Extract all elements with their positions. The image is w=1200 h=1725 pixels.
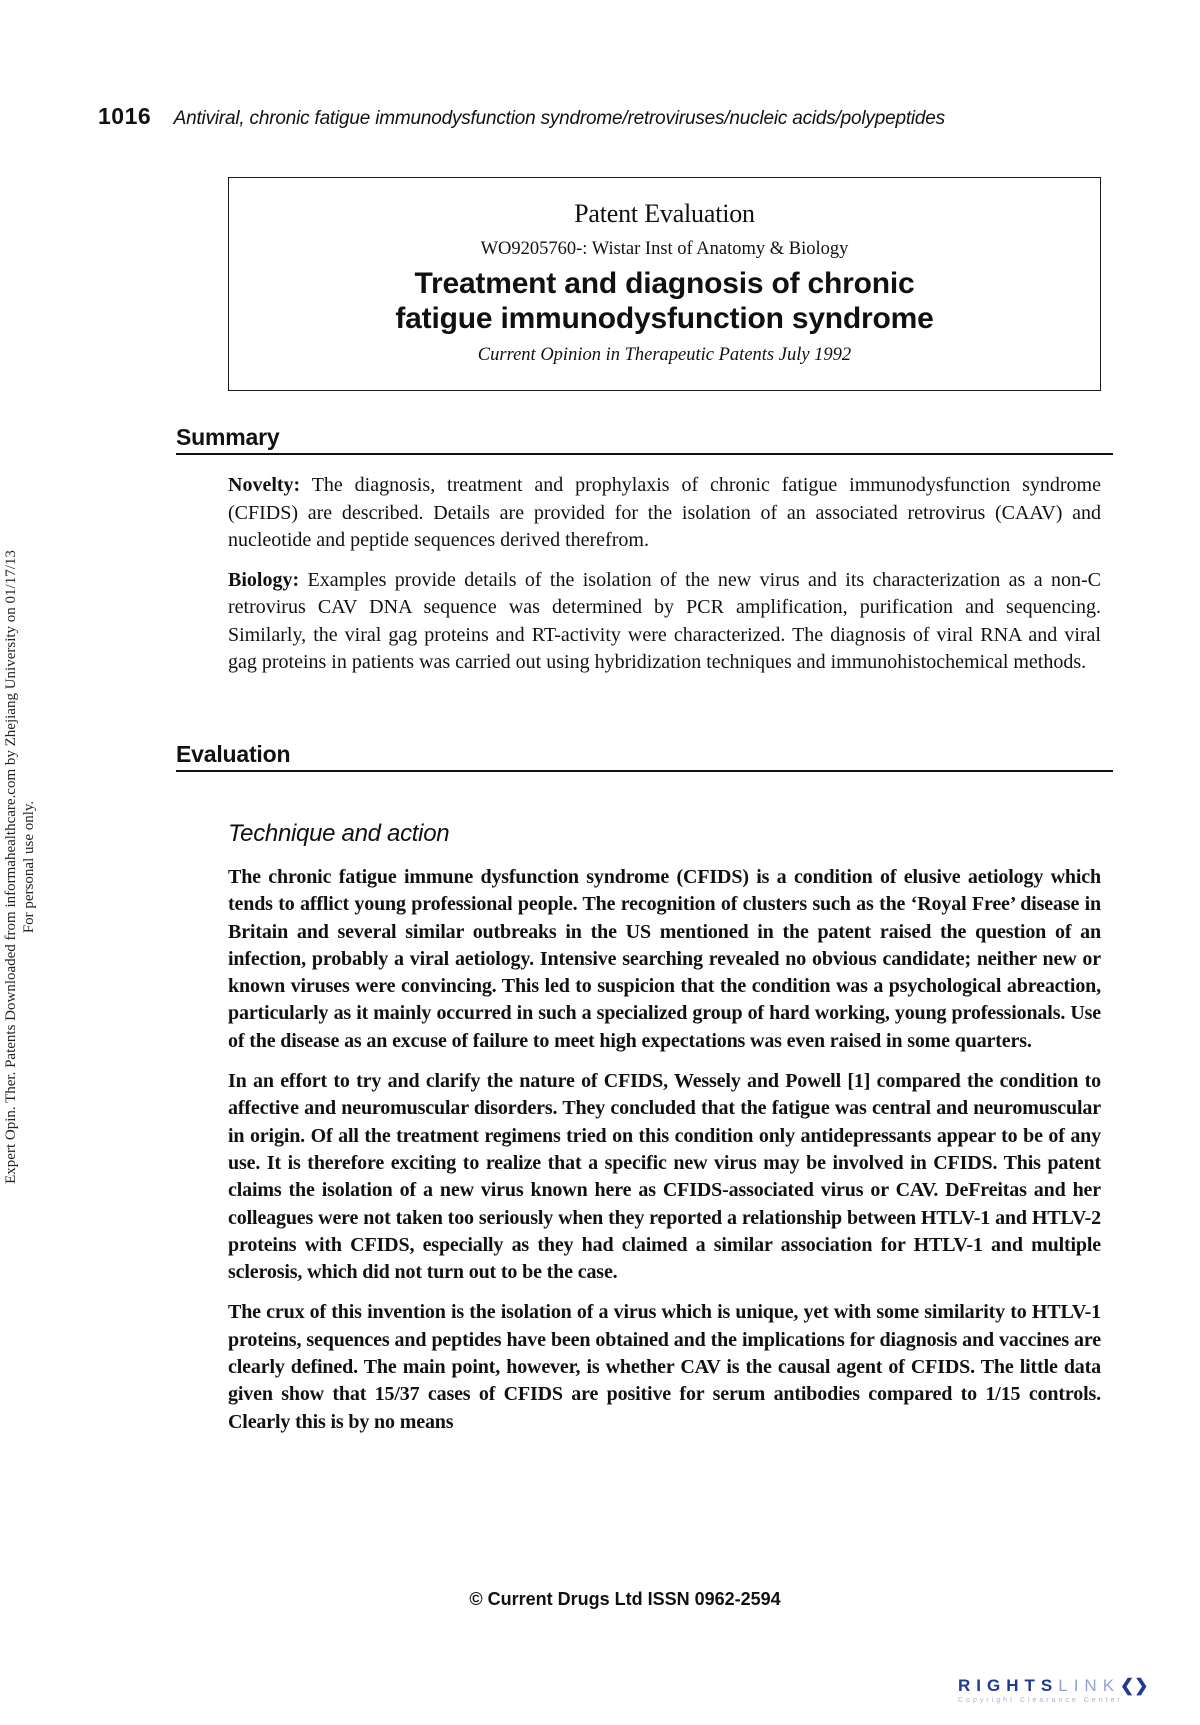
summary-body (228, 472, 1101, 689)
journal-citation: Current Opinion in Therapeutic Patents July 1992 (477, 345, 852, 365)
novelty-text: The diagnosis, treatment and prophylaxis of chronic fatigue immunodysfunction syndrome (CFIDS) are described. Details are provided for the isolation of an associated retrovirus (CAAV) and nucleotide and peptide sequences derived therefrom. (228, 474, 1101, 551)
rightslink-logo[interactable] (958, 1676, 1183, 1704)
evaluation-paragraph-3: The crux of this invention is the isolation of a virus which is unique, yet with some similarity to HTLV-1 proteins, sequences and peptides have been obtained and the implications for diagnosis and vaccines are clearly defined. The main point, however, is whether CAV is the causal agent of CFIDS. The little data given show that 15/37 cases of CFIDS are positive for serum antibodies compared to 1/15 controls. Clearly this is by no means (228, 1301, 1101, 1433)
evaluation-heading: Evaluation (176, 741, 1113, 772)
evaluation-paragraph-2: In an effort to try and clarify the nature of CFIDS, Wessely and Powell [1] compared the condition to affective and neuromuscular disorders. They concluded that the fatigue was central and neuromuscular in origin. Of all the treatment regimens tried on this condition only antidepressants appear to be of any use. It is therefore exciting to realize that a specific new virus may be involved in CFIDS. This patent claims the isolation of a new virus known here as CFIDS-associated virus or CAV. DeFreitas and her colleagues were not taken too seriously when they reported a relationship between HTLV-1 and HTLV-2 proteins with CFIDS, especially as they had claimed a similar association for HTLV-1 and multiple sclerosis, which did not turn out to be the case. (228, 1070, 1101, 1284)
download-notice (2, 502, 38, 1232)
article-type: Patent Evaluation (574, 199, 755, 228)
biology-label: Biology: (228, 568, 300, 591)
rightslink-link-text: LINK (1058, 1676, 1121, 1695)
patent-id: WO9205760-: Wistar Inst of Anatomy & Biology (480, 239, 849, 259)
biology-text: Examples provide details of the isolation of the new virus and its characterization as a non-C retrovirus CAV DNA sequence was determined by PCR amplification, purification and sequencing. Similarly, the viral gag proteins and RT-activity were characterized. The diagnosis of viral RNA and viral gag proteins in patients was carried out using hybridization techniques and immunohistochemical methods. (228, 568, 1101, 673)
technique-subheading: Technique and action (228, 820, 450, 847)
title-box (228, 177, 1101, 391)
article-title-line-2: fatigue immunodysfunction syndrome (395, 302, 934, 335)
novelty-label: Novelty: (228, 474, 301, 496)
rightslink-rights-text: RIGHTS (958, 1676, 1059, 1695)
page-number: 1016 (98, 103, 152, 129)
summary-heading: Summary (176, 424, 1113, 455)
novelty-paragraph (228, 472, 1101, 555)
evaluation-paragraph-1: The chronic fatigue immune dysfunction syndrome (CFIDS) is a condition of elusive aetiology which tends to afflict young professional people. The recognition of clusters such as the ‘Royal Free’ disease in Britain and several similar outbreaks in the US mentioned in the patent raised the question of an infection, probably a viral aetiology. Intensive searching revealed no obvious candidate; neither new or known viruses were convincing. This led to suspicion that the condition was a psychological abreaction, particularly as it mainly occurred in such a specialized group of hard working, young professionals. Use of the disease as an excuse of failure to meet high expectations was even raised in some quarters. (228, 866, 1101, 1052)
rightslink-wordmark (958, 1676, 1183, 1696)
rightslink-tagline: Copyright Clearance Center (958, 1697, 1123, 1704)
biology-paragraph (228, 567, 1101, 677)
evaluation-body (228, 864, 1101, 1449)
chevron-icon: ❮❯ (1120, 1676, 1149, 1695)
copyright-footer: © Current Drugs Ltd ISSN 0962-2594 (469, 1589, 781, 1609)
download-notice-line-2: For personal use only. (21, 800, 37, 934)
article-title-line-1: Treatment and diagnosis of chronic (414, 267, 915, 300)
article-title (229, 266, 1100, 336)
running-head-topic: Antiviral, chronic fatigue immunodysfunction syndrome/retroviruses/nucleic acids/polypeptides (173, 108, 945, 129)
download-notice-line-1: Expert Opin. Ther. Patents Downloaded from informahealthcare.com by Zhejiang University on 01/17/13 (3, 550, 19, 1184)
running-head (98, 103, 945, 130)
